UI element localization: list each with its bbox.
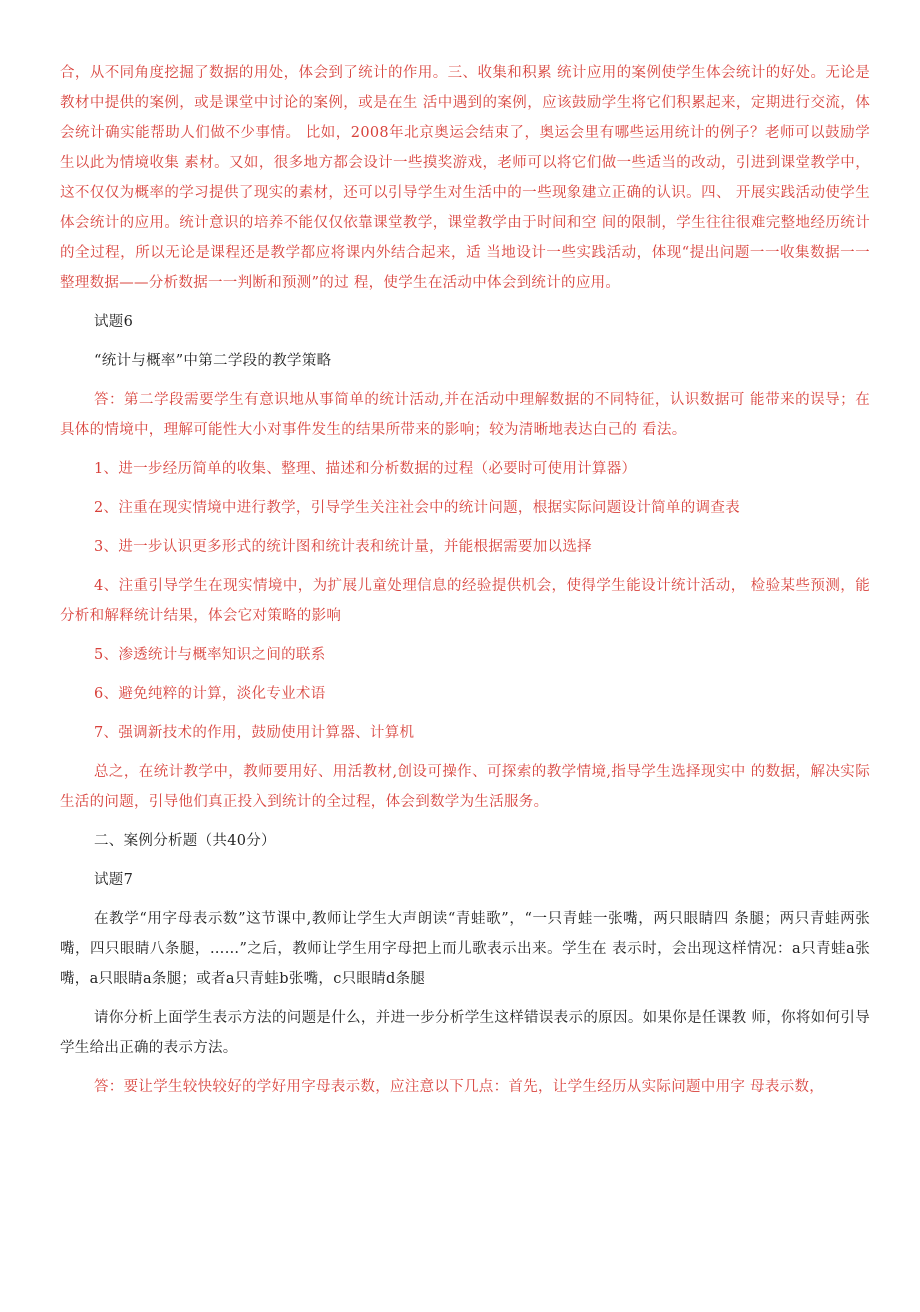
question-7-task: 请你分析上面学生表示方法的问题是什么，并进一步分析学生这样错误表示的原因。如果你是任课教 师，你将如何引导学生给出正确的表示方法。 bbox=[60, 1010, 870, 1056]
strategy-item-7: 7、强调新技术的作用，鼓励使用计算器、计算机 bbox=[94, 725, 415, 741]
question-7-prompt: 在教学“用字母表示数”这节课中,教师让学生大声朗读“青蛙歌”，“一只青蛙一张嘴，两只眼睛四 条腿；两只青蛙两张嘴，四只眼睛八条腿，……”之后，教师让学生用字母把上而儿歌表示出来。学生在 表示时，会出现这样情况：a只青蛙a张嘴，a只眼睛a条腿；或者a只青蛙b张嘴，c只眼睛d条腿 bbox=[60, 911, 870, 987]
strategy-item-2: 2、注重在现实情境中进行教学，引导学生关注社会中的统计问题，根据实际问题设计简单的调查表 bbox=[94, 500, 740, 516]
question-6-number: 试题6 bbox=[94, 314, 134, 330]
question-7-answer: 答：要让学生较快较好的学好用字母表示数，应注意以下几点：首先，让学生经历从实际问题中用字 母表示数， bbox=[94, 1079, 825, 1095]
strategy-item-6: 6、避免纯粹的计算，淡化专业术语 bbox=[94, 686, 326, 702]
section-heading-case-analysis: 二、案例分析题（共40分） bbox=[94, 833, 276, 849]
strategy-item-4: 4、注重引导学生在现实情境中，为扩展儿童处理信息的经验提供机会，使得学生能设计统计活动， 检验某些预测，能分析和解释统计结果，体会它对策略的影响 bbox=[60, 578, 870, 624]
question-6-summary: 总之，在统计教学中，教师要用好、用活教材,创设可操作、可探索的教学情境,指导学生选择现实中 的数据，解决实际生活的问题，引导他们真正投入到统计的全过程，体会到数学为生活服务。 bbox=[60, 764, 870, 810]
question-6-title: “统计与概率”中第二学段的教学策略 bbox=[94, 353, 332, 369]
strategy-item-3: 3、进一步认识更多形式的统计图和统计表和统计量，并能根据需要加以选择 bbox=[94, 539, 592, 555]
strategy-item-1: 1、进一步经历简单的收集、整理、描述和分析数据的过程（必要时可使用计算器） bbox=[94, 461, 637, 477]
question-6-answer-intro: 答：第二学段需要学生有意识地从事简单的统计活动,并在活动中理解数据的不同特征，认识数据可 能带来的误导；在具体的情境中，理解可能性大小对事件发生的结果所带来的影响；较为清晰地表达白己的 看法。 bbox=[60, 392, 870, 438]
answer-continuation-paragraph: 合，从不同角度挖掘了数据的用处，体会到了统计的作用。三、收集和积累 统计应用的案例使学生体会统计的好处。无论是教材中提供的案例，或是课堂中讨论的案例，或是在生 活中遇到的案例，应该鼓励学生将它们积累起来，定期进行交流，体会统计确实能帮助人们做不少事情。 比如，2008年北京奥运会结束了，奥运会里有哪些运用统计的例子？老师可以鼓励学生以此为情境收集 素材。又如，很多地方都会设计一些摸奖游戏，老师可以将它们做一些适当的改动，引进到课堂教学中， 这不仅仅为概率的学习提供了现实的素材，还可以引导学生对生活中的一些现象建立正确的认识。四、 开展实践活动使学生体会统计的应用。统计意识的培养不能仅仅依靠课堂教学，课堂教学由于时间和空 间的限制，学生往往很难完整地经历统计的全过程，所以无论是课程还是教学都应将课内外结合起来，适 当地设计一些实践活动，体现“提出问题一一收集数据一一整理数据——分析数据一一判断和预测”的过 程，使学生在活动中体会到统计的应用。 bbox=[60, 65, 870, 291]
strategy-item-5: 5、渗透统计与概率知识之间的联系 bbox=[94, 647, 326, 663]
question-7-number: 试题7 bbox=[94, 872, 134, 888]
